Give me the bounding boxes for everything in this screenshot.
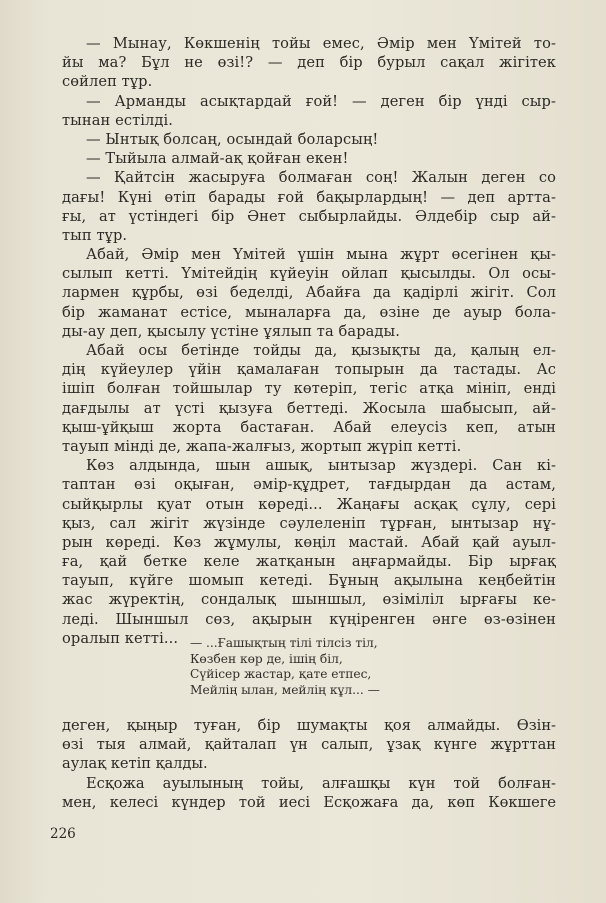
- text-line: — Мынау, Көкшенің тойы емес, Әмір мен Үмітей то-: [86, 35, 556, 52]
- text-line: ішіп болған тойшылар ту көтеріп, тегіс атқа мініп, енді: [62, 380, 556, 398]
- main-text: [62, 34, 556, 648]
- text-line: — Қайтсін жасыруға болмаған соң! Жалын деген со: [86, 169, 556, 187]
- text-line: — Ынтық болсаң, осындай боларсың!: [86, 130, 379, 148]
- poem-line: — ...Ғашықтың тілі тілсіз тіл,: [190, 636, 378, 650]
- text-line: ды-ау деп, қысылу үстіне ұялып та барады.: [62, 322, 400, 340]
- text-line: деген, қыңыр туған, бір шумақты қоя алмайды. Өзін-: [62, 717, 556, 734]
- text-line: сөйлеп тұр.: [62, 73, 153, 91]
- text-line: тынан естілді.: [62, 111, 173, 129]
- text-line: тауып мінді де, жапа-жалғыз, жортып жүріп кетті.: [62, 437, 462, 455]
- text-line: сыйқырлы қуат отын көреді... Жаңағы асқақ сұлу, сері: [62, 495, 556, 513]
- text-line: леді. Шыншыл сөз, ақырын күңіренген әнге өз-өзінен: [62, 610, 556, 628]
- text-line: тып тұр.: [62, 226, 128, 244]
- text-line: дағдылы ат үсті қызуға беттеді. Жосыла шабысып, ай-: [62, 399, 556, 417]
- page-number: 226: [50, 826, 76, 842]
- text-line: бір жаманат естісе, мыналарға да, өзіне де ауыр бола-: [62, 303, 556, 321]
- text-line: оралып кетті...: [62, 629, 179, 647]
- text-line: қыз, сал жігіт жүзінде сәулеленіп тұрған, ынтызар нұ-: [62, 514, 556, 532]
- text-line: өзі тыя алмай, қайталап үн салып, ұзақ күнге жұрттан: [62, 736, 556, 754]
- text-line: лармен құрбы, өзі беделді, Абайға да қадірлі жігіт. Сол: [62, 284, 556, 302]
- text-line: мен, келесі күндер той иесі Есқожаға да, көп Көкшеге: [62, 793, 556, 811]
- poem-line: Мейлің ылан, мейлің кұл... —: [190, 682, 380, 697]
- text-line: қыш-ұйқыш жорта бастаған. Абай елеусіз кеп, атын: [62, 418, 556, 436]
- text-line: Абай, Әмір мен Үмітей үшін мына жұрт өсегінен қы-: [86, 246, 556, 264]
- text-line: ғы, ат үстіндегі бір Әнет сыбырлайды. Әлдебір сыр ай-: [62, 207, 556, 225]
- text-line: ға, қай бетке келе жатқанын аңғармайды. Бір ырғақ: [62, 553, 556, 571]
- text-line: аулақ кетіп қалды.: [62, 755, 208, 773]
- text-line: Абай осы бетінде тойды да, қызықты да, қалың ел-: [86, 342, 556, 359]
- text-line: дің күйеулер үйін қамалаған топырын да тастады. Ас: [62, 361, 556, 379]
- continuation-text: [62, 716, 556, 812]
- text-line: рын көреді. Көз жұмулы, көңіл мастай. Абай қай ауыл-: [62, 533, 556, 551]
- poem-quote: [190, 636, 380, 698]
- text-line: — Арманды асықтардай ғой! — деген бір үнді сыр-: [86, 92, 556, 110]
- poem-line: Сүйісер жастар, қате етпес,: [190, 667, 372, 682]
- text-line: тауып, күйге шомып кетеді. Бұның ақылына кеңбейтін: [62, 572, 556, 590]
- poem-line: Көзбен көр де, ішің біл,: [190, 651, 343, 666]
- text-line: сылып кетті. Үмітейдің күйеуін ойлап қысылды. Ол осы-: [62, 265, 556, 283]
- text-line: — Тыйыла алмай-ақ қойған екен!: [86, 150, 349, 168]
- text-line: Көз алдында, шын ашық, ынтызар жүздері. Сан кі-: [86, 457, 556, 475]
- text-line: жас жүректің, сондалық шыншыл, өзіміліл ырғағы ке-: [62, 591, 556, 609]
- text-line: Есқожа ауылының тойы, алғашқы күн той болған-: [86, 774, 556, 792]
- text-line: йы ма? Бұл не өзі!? — деп бір бурыл сақал жігітек: [62, 54, 556, 72]
- text-line: дағы! Күні өтіп барады ғой бақырлардың! — деп артта-: [62, 188, 556, 206]
- text-line: таптан өзі оқыған, әмір-құдрет, тағдырдан да астам,: [62, 476, 556, 494]
